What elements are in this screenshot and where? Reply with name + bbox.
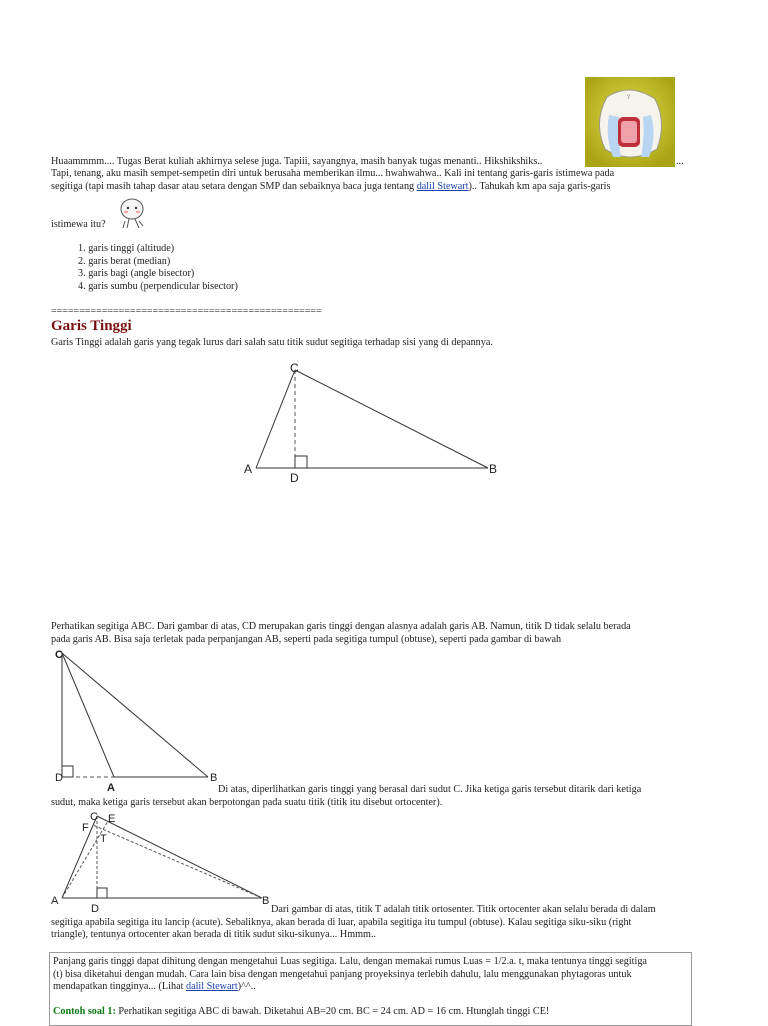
intro-ellipsis: ... (676, 156, 684, 167)
fig3-label-c: C (90, 811, 98, 823)
fig1-label-b: B (489, 462, 498, 476)
box-spacer (53, 994, 688, 1006)
list-item: 3. garis bagi (angle bisector) (78, 268, 195, 280)
intro-line-2: Tapi, tenang, aku masih sempet-sempetin diri untuk berusaha memberikan ilmu... hwahwahwa.. Kali ini tentang garis-garis istimewa pada (51, 168, 615, 179)
intro-line-3 (51, 181, 691, 194)
box-line-1: Panjang garis tinggi dapat dihitung dengan mengetahui Luas segitiga. Lalu, dengan memakai rumus Luas = 1/2.a. t, maka tentunya tinggi segitiga (53, 956, 647, 967)
info-box (49, 952, 692, 1026)
para3-line-2: sudut, maka ketiga garis tersebut akan berpotongan pada suatu titik (titik itu disebut ortocenter). (51, 797, 443, 808)
thinking-emoticon-image (115, 197, 149, 229)
intro-line-3-text-end: ).. Tahukah km apa saja garis-garis (468, 181, 611, 192)
fig2-label-d: D (55, 772, 63, 784)
para4-line-2: segitiga apabila segitiga itu lancip (acute). Sebaliknya, akan berada di luar, apabila segitiga itu tumpul (obtuse). Kalau segitiga siku-siku (right (51, 917, 632, 928)
box-line-3 (53, 981, 688, 994)
list-item: 2. garis berat (median) (78, 255, 171, 267)
fig1-label-d: D (290, 471, 299, 485)
svg-text:'/: '/ (627, 95, 630, 101)
fig3-label-a: A (51, 895, 59, 907)
fig3-label-t: T (100, 833, 107, 845)
list-item: 4. garis sumbu (perpendicular bisector) (78, 280, 238, 292)
section-definition: Garis Tinggi adalah garis yang tegak lurus dari salah satu titik sudut segitiga terhadap sisi yang di depannya. (51, 337, 493, 348)
special-lines-list (78, 243, 238, 293)
figure-orthocenter-triangle (50, 808, 275, 916)
section-separator: ================================================ (51, 306, 322, 317)
intro-text: Huaammmm.... Tugas Berat kuliah akhirnya selese juga. Tapiii, sayangnya, masih banyak tugas menanti.. Hikshikshiks.. (51, 156, 543, 167)
fig3-label-e: E (108, 813, 116, 825)
fig3-label-d: D (91, 903, 99, 915)
dalil-stewart-link[interactable]: dalil Stewart (416, 181, 469, 192)
intro-line-3-text: segitiga (tapi masih tahap dasar atau setara dengan SMP dan sebaiknya baca juga tentang (51, 181, 417, 192)
list-item: 1. garis tinggi (altitude) (78, 243, 175, 254)
para2-line-2: pada garis AB. Bisa saja terletak pada perpanjangan AB, seperti pada segitiga tumpul (obtuse), seperti pada gambar di bawah (51, 634, 562, 645)
fig1-label-c: C (290, 361, 299, 375)
example-label: Contoh soal 1: (53, 1005, 116, 1017)
fig3-label-f: F (82, 822, 89, 834)
figure-acute-triangle (240, 360, 510, 488)
intro-line-1 (51, 156, 691, 169)
section-title: Garis Tinggi (51, 318, 132, 334)
example-text: Perhatikan segitiga ABC di bawah. Diketahui AB=20 cm. BC = 24 cm. AD = 16 cm. Htunglah tinggi CE! (115, 1005, 550, 1017)
crying-emoticon-image (585, 77, 675, 167)
fig2-label-a: A (107, 782, 115, 793)
box-line-3-text-end: )^^.. (237, 981, 256, 992)
example-1 (53, 1006, 688, 1019)
fig2-label-c: C (55, 649, 63, 661)
para2-line-1: Perhatikan segitiga ABC. Dari gambar di atas, CD merupakan garis tinggi dengan alasnya adalah garis AB. Namun, titik D tidak selalu berada (51, 621, 631, 632)
fig3-label-b: B (262, 895, 270, 907)
fig1-label-a: A (244, 462, 253, 476)
para4-line-3: triangle), tentunya ortocenter akan berada di titik sudut siku-sikunya... Hmmm.. (51, 929, 377, 940)
para3-line-1: Di atas, diperlihatkan garis tinggi yang berasal dari sudut C. Jika ketiga garis tersebut ditarik dari ketiga (218, 784, 642, 795)
box-line-2: (t) bisa diketahui dengan mudah. Cara lain bisa dengan mengetahui panjang proyeksinya terlebih dahulu, lalu menggunakan phytagoras untuk (53, 968, 632, 980)
dalil-stewart-link-box[interactable]: dalil Stewart (185, 981, 238, 992)
para4-line-1: Dari gambar di atas, titik T adalah titik ortosenter. Titik ortocenter akan selalu berada di dalam (271, 904, 656, 915)
intro-line-4: istimewa itu? (51, 219, 106, 230)
fig2-label-b: B (210, 772, 218, 784)
figure-obtuse-triangle (52, 645, 222, 793)
box-line-3-text: mendapatkan tingginya... (Lihat (53, 981, 186, 992)
